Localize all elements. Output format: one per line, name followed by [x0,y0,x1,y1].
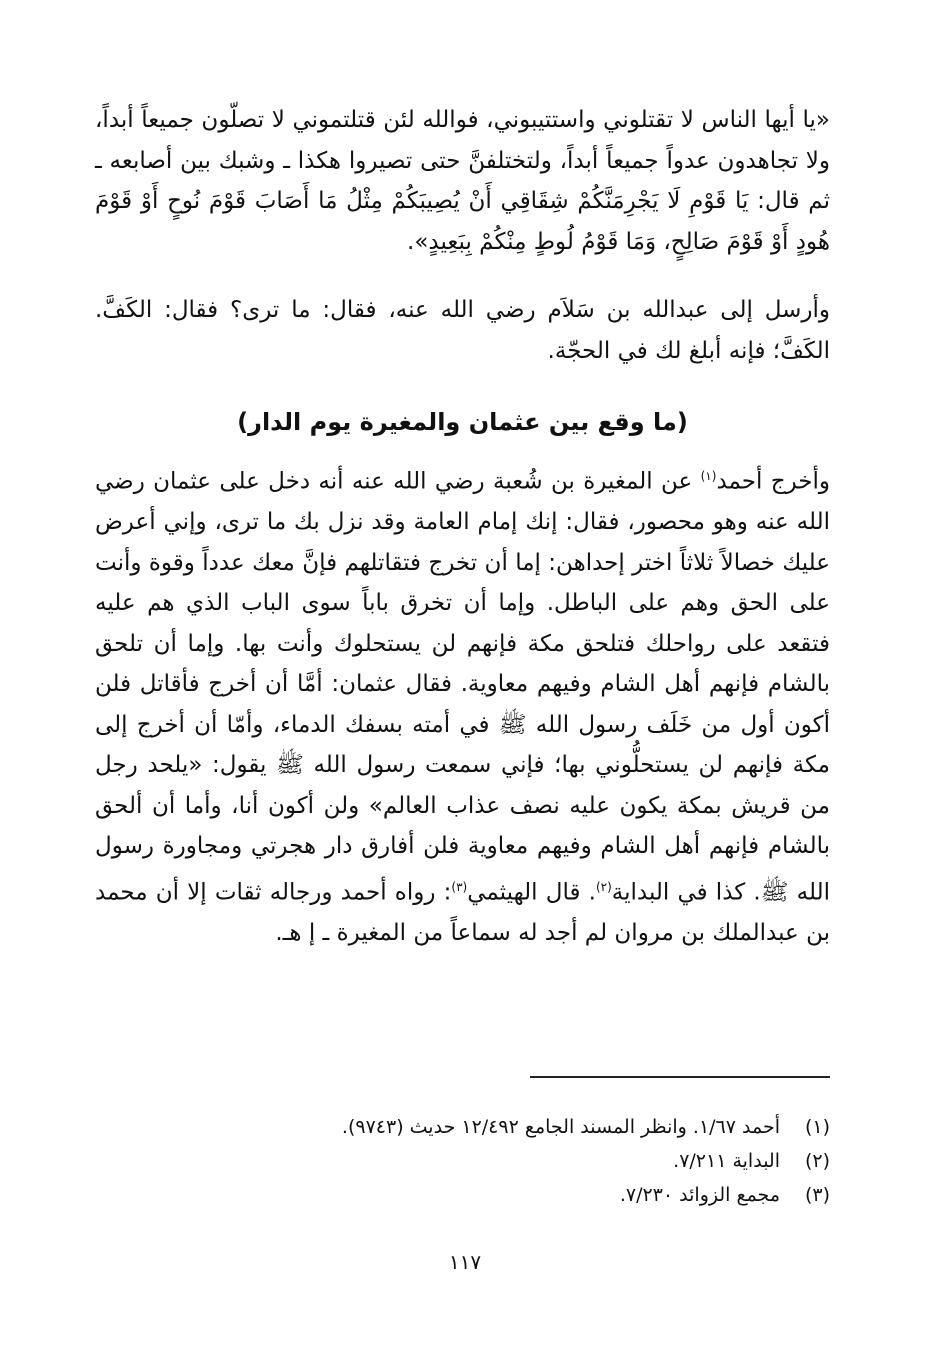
footnote-ref-2: (٢) [595,879,612,894]
footnote-text: أحمد ١/٦٧. وانظر المسند الجامع ١٢/٤٩٢ حديث (٩٧٤٣). [341,1116,780,1138]
paragraph-quote: «يا أيها الناس لا تقتلوني واستتيبوني، فوالله لئن قتلتموني لا تصلّون جميعاً أبداً، ولا تجاهدون عدواً جميعاً أبداً، ولتختلفنَّ حتى تصيروا هكذا ـ وشبك بين أصابعه ـ ثم قال: يَا قَوْمِ لَا يَجْرِمَنَّكُمْ شِقَاقِي أَنْ يُصِيبَكُمْ مِثْلُ مَا أَصَابَ قَوْمَ نُوحٍ أَوْ قَوْمَ هُودٍ أَوْ قَوْمَ صَالِحٍ، وَمَا قَوْمُ لُوطٍ مِنْكُمْ بِبَعِيدٍ». [95,107,830,255]
footnote-ref-1: (١) [700,469,717,483]
footnote-item [95,1144,830,1178]
paragraph-text-part: وأخرج أحمد [716,468,831,495]
footnote-text: البداية ٧/٢١١. [673,1150,780,1172]
footnote-number: (١) [804,1116,830,1138]
paragraph-text-part: : رواه أحمد ورجاله ثقات إلا أن محمد بن عبدالملك بن مروان لم أجد له سماعاً من المغيرة ـ إ هـ. [95,879,830,946]
footnote-divider [530,1076,830,1078]
footnote-ref-3: (٣) [451,879,468,894]
paragraph-text-part: عن المغيرة بن شُعبة رضي الله عنه أنه دخل على عثمان رضي الله عنه وهو محصور، فقال: إنك إمام العامة وقد نزل بك ما ترى، وإني أعرض عليك خصالاً ثلاثاً اختر إحداهن: إما أن تخرج فتقاتلهم فإنَّ معك عدداً وقوة وأنت على الحق وهم على الباطل. وإما أن تخرق باباً سوى الباب الذي هم عليه فتقعد على رواحلك فتلحق مكة فإنهم لن يستحلوك وأنت بها. وإما أن تلحق بالشام فإنهم أهل الشام وفيهم معاوية. فقال عثمان: أمَّا أن أخرج فأقاتل فلن أكون أول من خَلَف رسول الله ﷺ في أمته بسفك الدماء، وأمّا أن أخرج إلى مكة فإنهم لن يستحلُّوني بها؛ فإني سمعت رسول الله ﷺ يقول: «يلحد رجل من قريش بمكة يكون عليه نصف عذاب العالم» ولن أكون أنا، وأما أن ألحق بالشام فإنهم أهل الشام وفيهم معاوية فلن أفارق دار هجرتي ومجاورة رسول الله ﷺ. كذا في البداية [95,468,831,906]
footnote-text: مجمع الزوائد ٧/٢٣٠. [619,1184,780,1206]
paragraph-mughira [95,456,830,953]
footnote-item [95,1178,830,1212]
footnote-number: (٢) [804,1150,830,1172]
footnote-item [95,1110,830,1144]
footnote-number: (٣) [804,1184,830,1206]
page-number: ١١٧ [448,1250,482,1274]
footnotes-list [95,1110,830,1212]
paragraph-ibn-salam: وأرسل إلى عبدالله بن سَلاَم رضي الله عنه، فقال: ما ترى؟ فقال: الكَفَّ. الكَفَّ؛ فإنه أبلغ لك في الحجّة. [95,297,830,364]
paragraph-text-part: . قال الهيثمي [467,879,596,906]
section-heading: (ما وقع بين عثمان والمغيرة يوم الدار) [237,408,688,436]
